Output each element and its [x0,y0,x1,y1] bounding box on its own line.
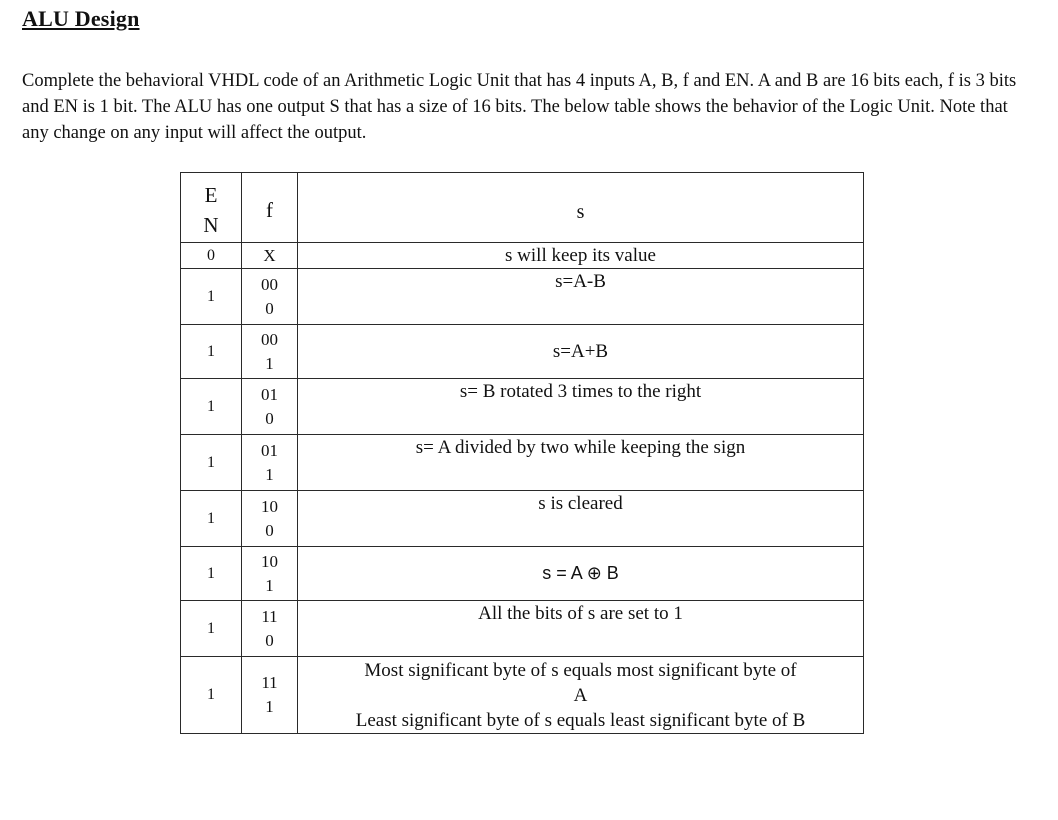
f-cell [242,657,298,734]
f-cell-line1: 00 [261,274,278,294]
table-row [181,435,864,491]
f-cell-line2: 0 [265,298,274,318]
header-en [181,173,242,243]
f-cell-line2: 0 [265,408,274,428]
header-en-line1: E [204,182,218,207]
header-f: f [242,173,298,243]
en-cell: 1 [181,435,242,491]
table-row [181,379,864,435]
f-cell [242,491,298,547]
en-cell: 1 [181,657,242,734]
problem-description: Complete the behavioral VHDL code of an Arithmetic Logic Unit that has 4 inputs A, B, f and EN. A and B are 16 bits each, f is 3 bits and EN is 1 bit. The ALU has one output S that has a size of 16 bits. The below table shows the behavior of the Logic Unit. Note that any change on any input will affect the output. [22,71,1017,143]
table-row [181,325,864,379]
s-cell-line2: A [573,684,588,706]
page-title: ALU Design [22,6,140,31]
table-row [181,491,864,547]
f-cell-line1: 00 [261,329,278,349]
s-cell: s=A-B [298,269,864,325]
f-cell-line2: 1 [265,575,274,595]
en-cell: 1 [181,269,242,325]
s-cell: s= B rotated 3 times to the right [298,379,864,435]
f-cell [242,325,298,379]
f-cell-line2: 1 [265,464,274,484]
en-cell: 1 [181,379,242,435]
f-cell [242,379,298,435]
s-cell [298,657,864,734]
f-cell [242,435,298,491]
f-cell-line2: 1 [265,697,274,716]
f-cell-line1: 10 [261,496,278,516]
f-cell-line2: 1 [265,353,274,373]
f-cell-line2: 0 [265,630,274,650]
table-row [181,547,864,601]
s-cell: s will keep its value [298,243,864,269]
alu-behavior-table [180,172,864,734]
table-row [181,657,864,734]
en-cell: 1 [181,491,242,547]
en-cell: 1 [181,325,242,379]
s-cell: s= A divided by two while keeping the sign [298,435,864,491]
en-cell: 1 [181,547,242,601]
en-cell: 1 [181,601,242,657]
f-cell-line2: 0 [265,520,274,540]
s-cell: All the bits of s are set to 1 [298,601,864,657]
f-cell-line1: 11 [261,673,278,692]
f-cell-line1: 01 [261,384,278,404]
table-header-row [181,173,864,243]
s-cell-line1: Most significant byte of s equals most significant byte of [364,659,797,681]
header-en-line2: N [203,212,219,237]
f-cell [242,547,298,601]
s-cell: s=A+B [298,325,864,379]
f-cell-line1: 10 [261,551,278,571]
s-cell: s is cleared [298,491,864,547]
f-cell-line1: X [263,245,276,265]
f-cell [242,243,298,269]
en-cell: 0 [181,243,242,269]
f-cell [242,269,298,325]
table-row [181,243,864,269]
f-cell-line1: 11 [261,606,278,626]
table-row [181,269,864,325]
header-s: s [298,173,864,243]
s-cell: s = A ⊕ B [298,547,864,601]
f-cell-line1: 01 [261,440,278,460]
f-cell [242,601,298,657]
s-cell-line3: Least significant byte of s equals least significant byte of B [355,709,806,731]
table-row [181,601,864,657]
